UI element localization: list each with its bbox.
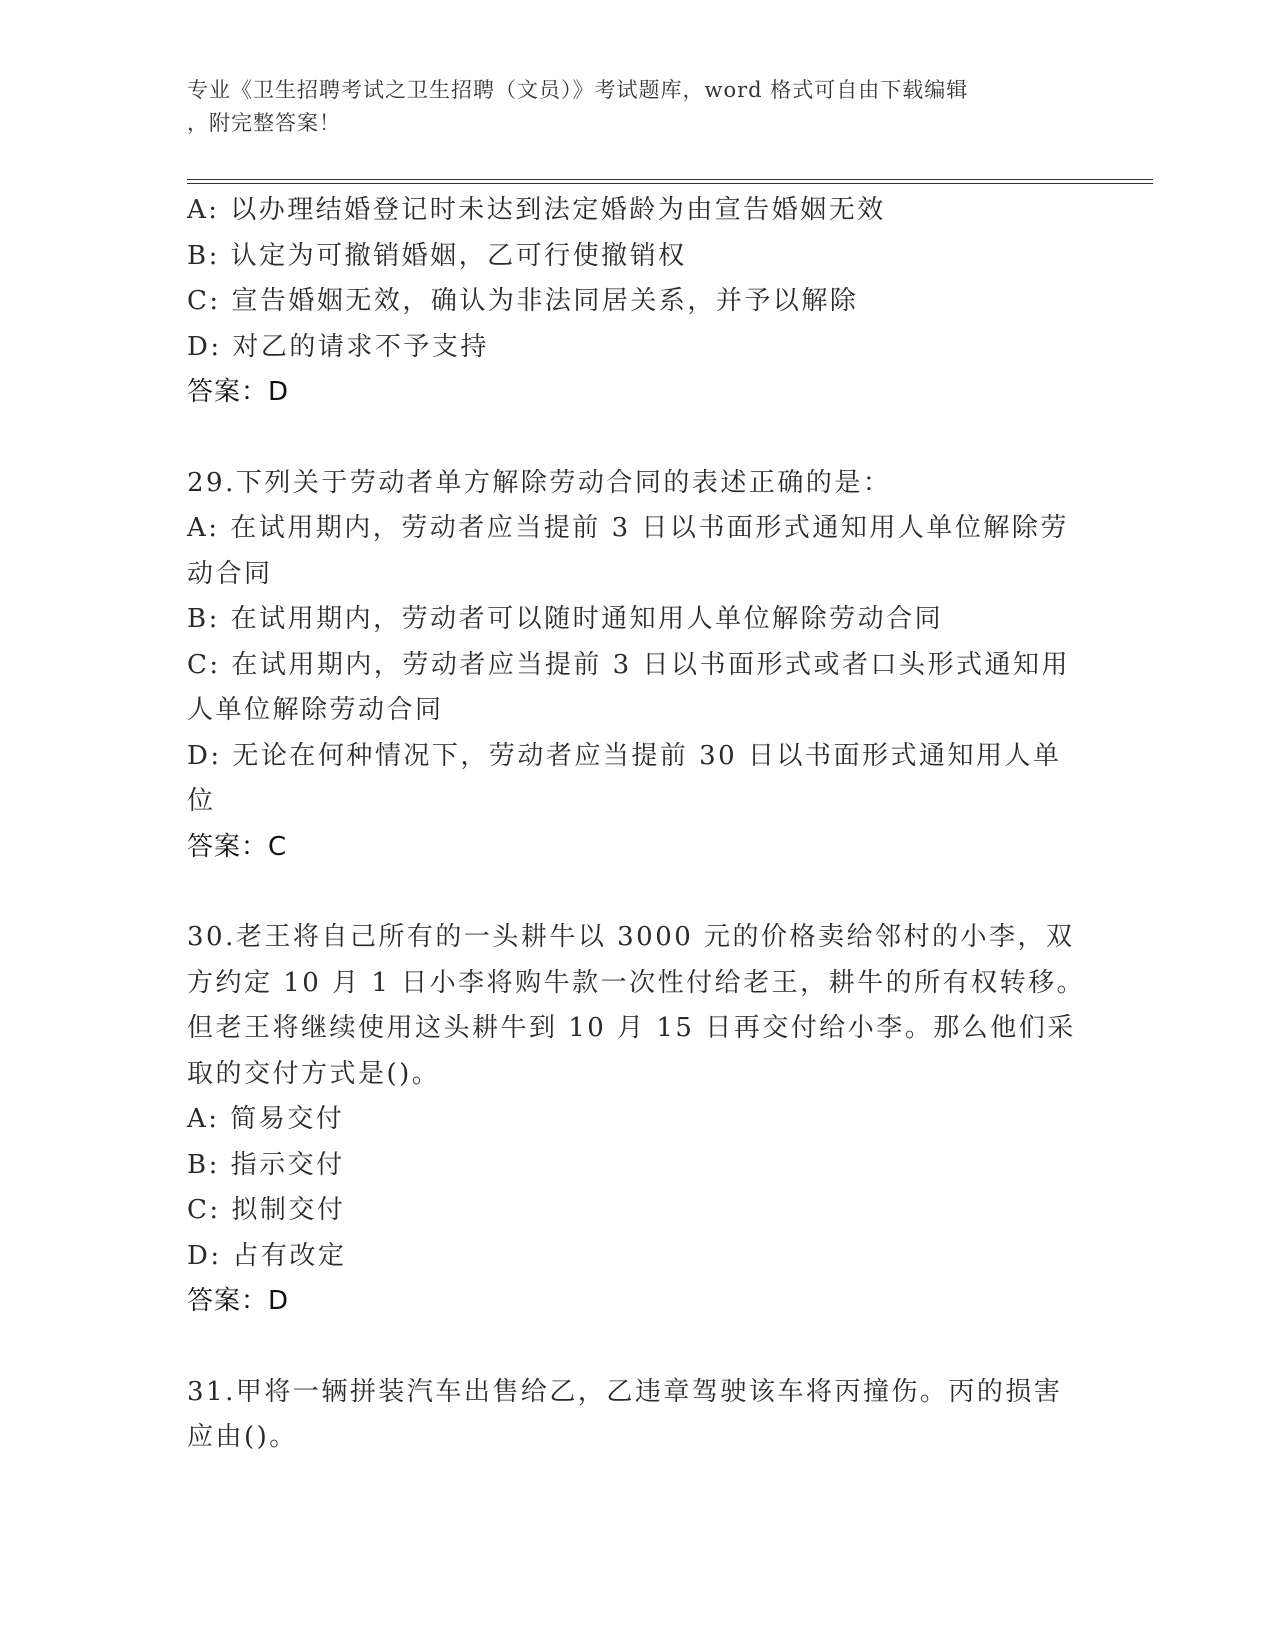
question-stem: 29.下列关于劳动者单方解除劳动合同的表述正确的是： [187,467,892,498]
answer-line: 答案：D [187,377,290,407]
answer-line: 答案：D [187,1286,290,1316]
option-b: B: 认定为可撤销婚姻，乙可行使撤销权 [187,240,687,271]
option-d: D: 占有改定 [187,1240,347,1271]
header-rule-bottom [187,183,1153,184]
question-stem-line-2: 方约定 10 月 1 日小李将购牛款一次性付给老王，耕牛的所有权转移。 [187,967,1086,998]
header-rule-top [187,179,1153,180]
option-c-cont: 人单位解除劳动合同 [187,695,444,725]
option-d-cont: 位 [187,786,216,816]
answer-line: 答案：C [187,831,288,862]
option-b: B: 在试用期内，劳动者可以随时通知用人单位解除劳动合同 [187,604,944,634]
question-29 [187,461,1070,871]
question-stem-line-1: 30.老王将自己所有的一头耕牛以 3000 元的价格卖给邻村的小李，双 [187,922,1075,952]
option-c: C: 宣告婚姻无效，确认为非法同居关系，并予以解除 [187,286,859,316]
header-line-2: ，附完整答案！ [187,111,341,135]
option-a: A: 在试用期内，劳动者应当提前 3 日以书面形式通知用人单位解除劳 [187,513,1069,543]
question-stem-line-3: 但老王将继续使用这头耕牛到 10 月 15 日再交付给小李。那么他们采 [187,1013,1076,1043]
option-d: D: 对乙的请求不予支持 [187,331,489,362]
question-stem-line-1: 31.甲将一辆拼装汽车出售给乙，乙违章驾驶该车将丙撞伤。丙的损害 [187,1376,1063,1407]
question-stem-line-4: 取的交付方式是()。 [187,1058,441,1089]
option-a-cont: 动合同 [187,558,273,589]
question-31 [187,1370,1067,1461]
spacer [187,416,1067,461]
question-28 [187,188,1067,416]
question-list [187,188,1086,1461]
question-stem-line-2: 应由()。 [187,1422,298,1452]
option-c: C: 拟制交付 [187,1195,346,1225]
option-d: D: 无论在何种情况下，劳动者应当提前 30 日以书面形式通知用人单 [187,740,1062,771]
document-header [187,74,1067,140]
spacer [187,870,1067,915]
option-b: B: 指示交付 [187,1149,345,1180]
header-line-1: 专业《卫生招聘考试之卫生招聘（文员）》考试题库，word 格式可自由下载编辑 [187,78,969,102]
spacer [187,1325,1067,1370]
option-a: A: 简易交付 [187,1104,345,1134]
question-30 [187,915,1086,1325]
option-a: A: 以办理结婚登记时未达到法定婚龄为由宣告婚姻无效 [187,195,886,225]
option-c: C: 在试用期内，劳动者应当提前 3 日以书面形式或者口头形式通知用 [187,649,1070,680]
